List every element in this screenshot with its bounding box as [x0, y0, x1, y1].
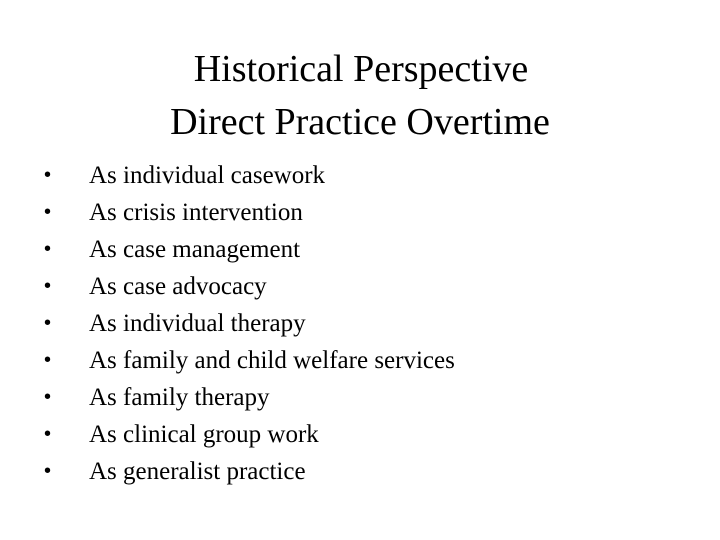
bullet-text: As case management — [89, 236, 301, 263]
bullet-text: As case advocacy — [89, 273, 267, 300]
bullet-icon: • — [44, 312, 52, 334]
slide-title-line-2: Direct Practice Overtime — [170, 101, 550, 143]
bullet-icon: • — [44, 423, 52, 445]
bullet-icon: • — [44, 164, 52, 186]
bullet-icon: • — [44, 201, 52, 223]
slide-title-line-1: Historical Perspective — [193, 48, 529, 90]
bullet-icon: • — [44, 460, 52, 482]
bullet-text: As crisis intervention — [89, 199, 303, 226]
bullet-text: As individual casework — [89, 162, 326, 189]
bullet-icon: • — [44, 386, 52, 408]
bullet-text: As family and child welfare services — [89, 347, 455, 374]
bullet-text: As family therapy — [89, 384, 270, 411]
bullet-text: As generalist practice — [89, 458, 306, 485]
bullet-icon: • — [44, 275, 52, 297]
bullet-icon: • — [44, 238, 52, 260]
bullet-text: As individual therapy — [89, 310, 306, 337]
bullet-icon: • — [44, 349, 52, 371]
bullet-text: As clinical group work — [89, 421, 319, 448]
